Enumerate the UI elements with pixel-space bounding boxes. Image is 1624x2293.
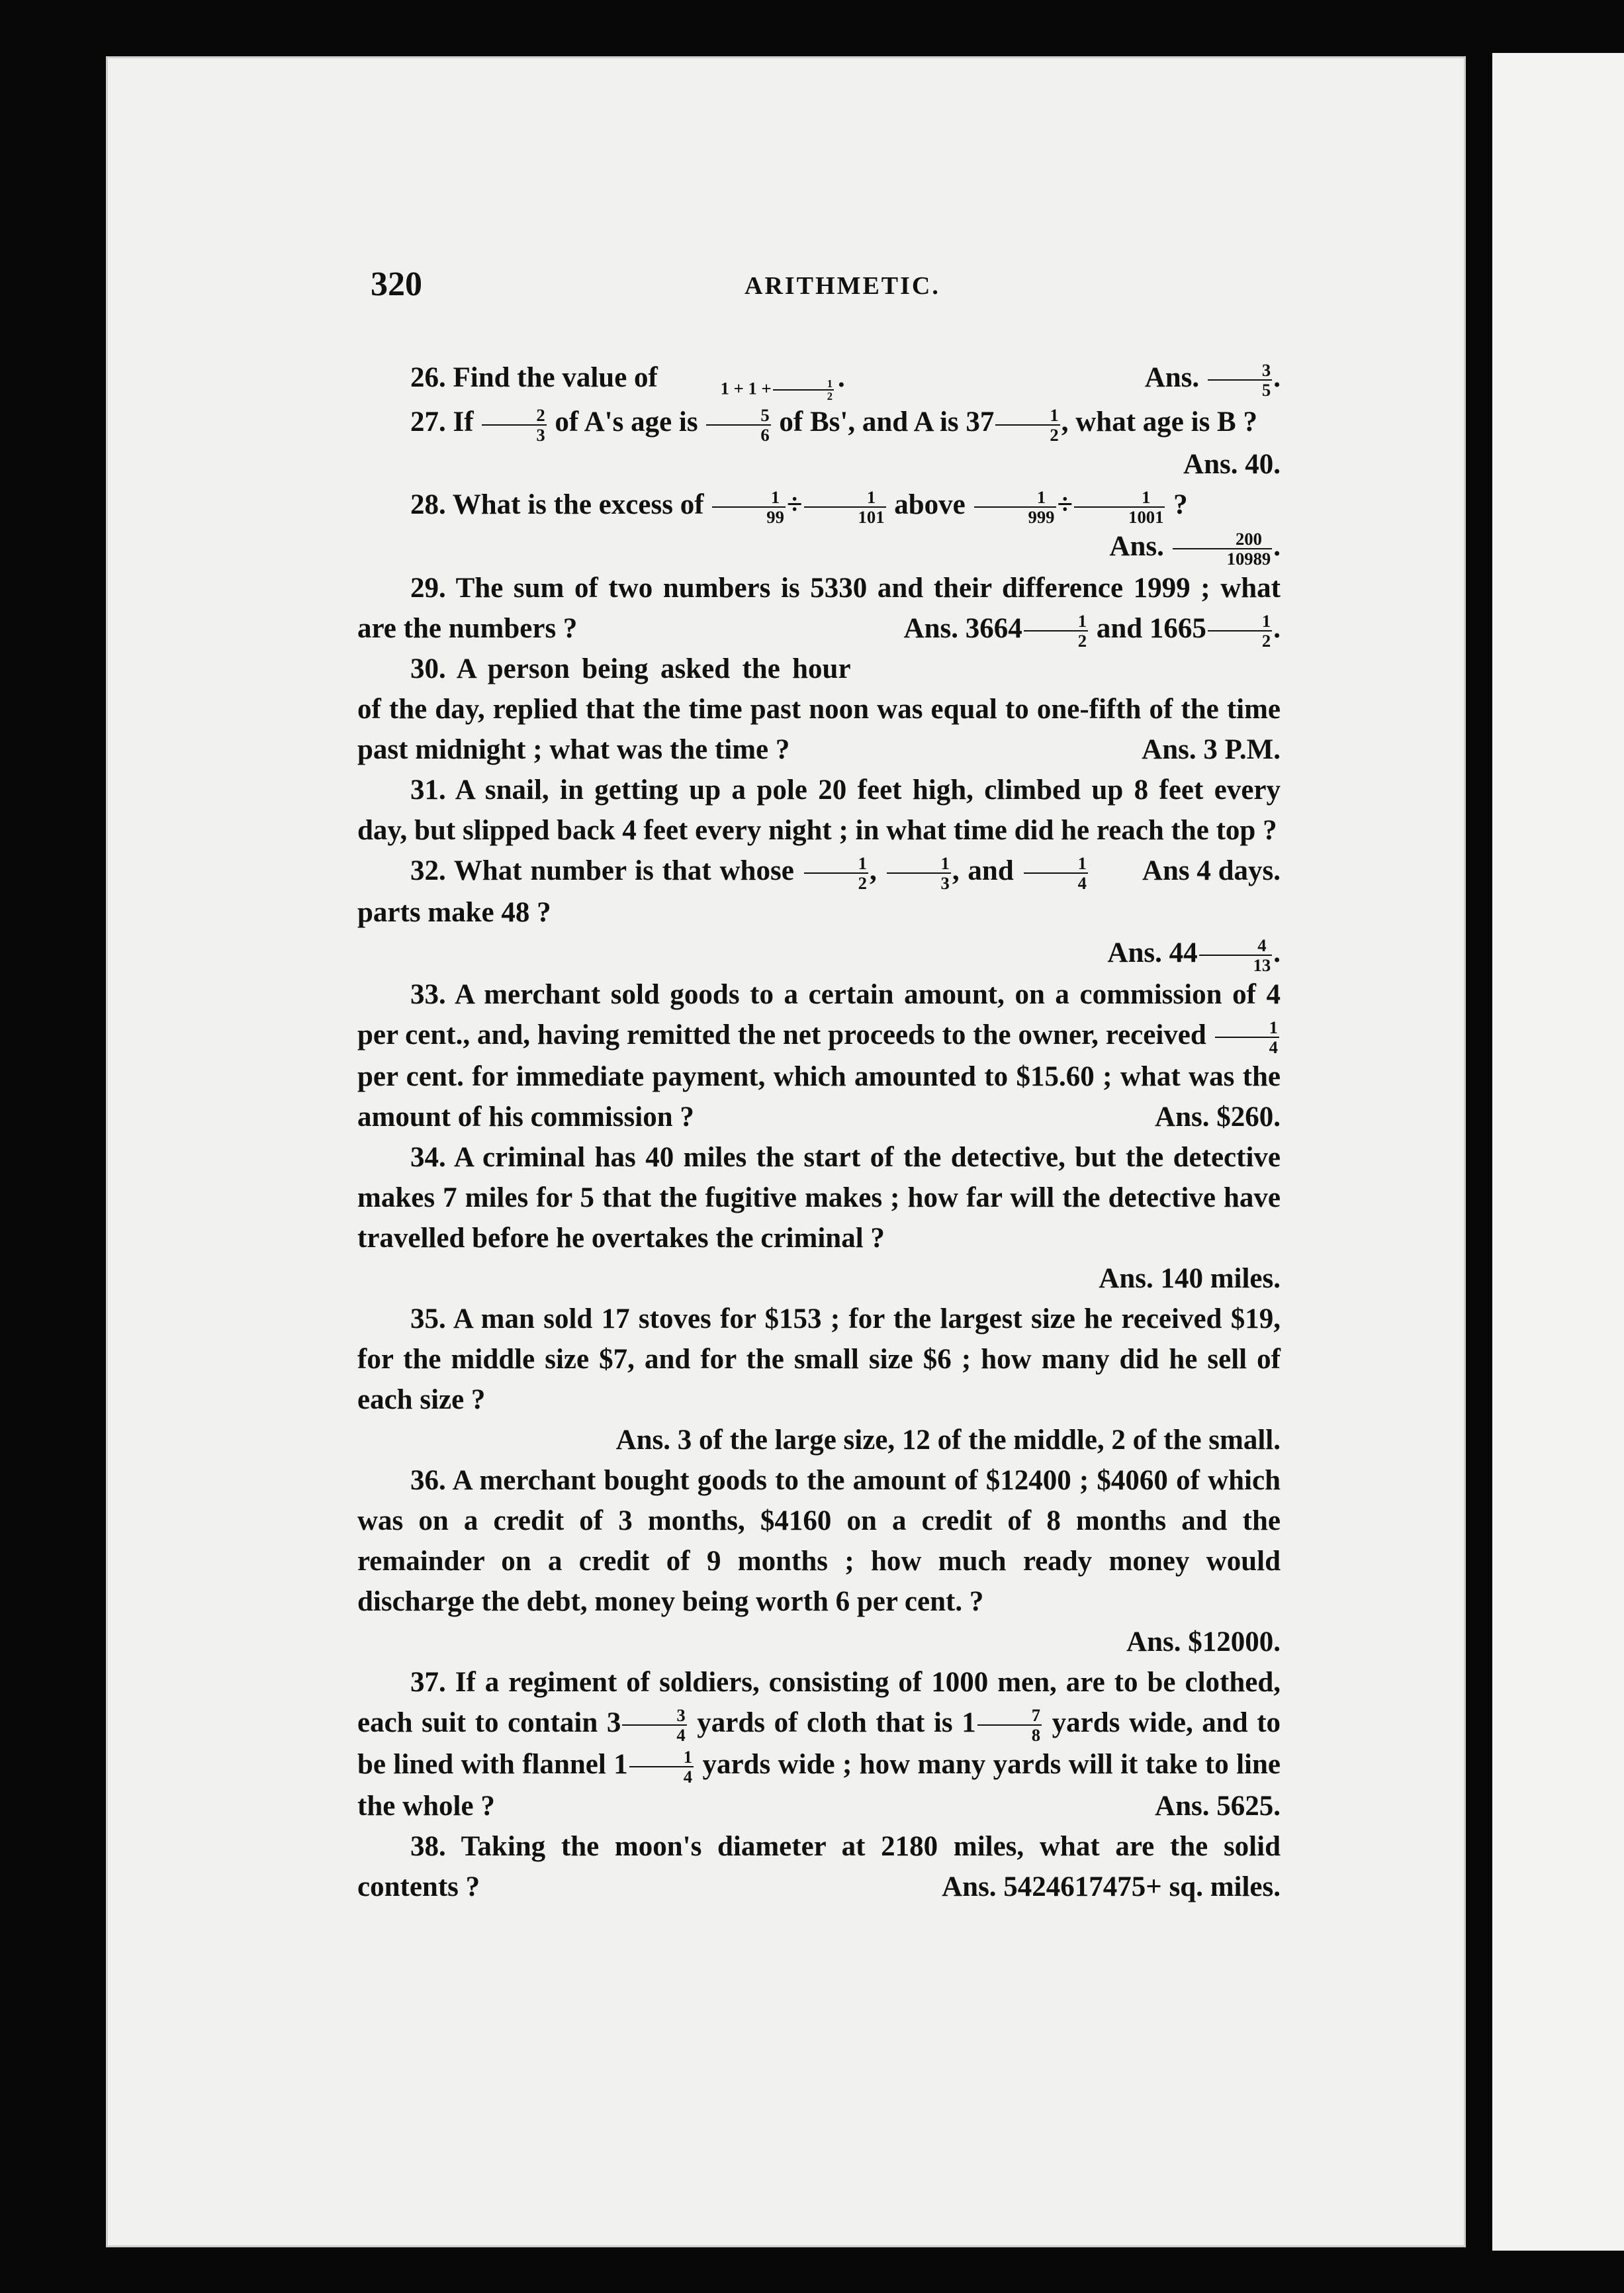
problem-list — [357, 357, 1281, 1907]
answer-32 — [357, 933, 1281, 974]
problem-number: 34. — [410, 1142, 446, 1174]
problem-text: If — [453, 406, 474, 438]
problem-text: A man sold 17 stoves for $153 ; for the largest size he received $19, for the middle size $7, and for the small size $6 ; how many did he sell of each size ? — [357, 1303, 1281, 1416]
fraction — [712, 488, 786, 526]
den: 4 — [676, 1725, 686, 1746]
problem-text: per cent. for immediate payment, which amounted to $15.60 ; what was the amount of his commission ? — [357, 1061, 1281, 1133]
den: 6 — [760, 424, 770, 445]
facing-page-edge — [1492, 53, 1624, 2251]
answer-den: 5 — [1261, 380, 1271, 400]
problem-text: what are the numbers ? — [357, 572, 1281, 644]
problem-26 — [357, 357, 1281, 402]
problem-text: of Bs', and A is 37 — [779, 406, 995, 438]
problem-number: 28. — [410, 489, 446, 520]
den: 2 — [858, 872, 867, 893]
problem-text: A merchant bought goods to the amount of $12400 ; $4060 of which was on a credit of 3 months, $4160 on a credit of 8 months and the remainder on a credit of 9 months ; how much ready money would discharge the debt, money being worth 6 per cent. ? — [357, 1465, 1281, 1618]
answer-text: and 1665 — [1089, 612, 1206, 644]
answer-26: Ans. $\frac{3}{5}$ . — [1144, 360, 1281, 400]
problem-text: A merchant sold goods to a certain amount, on a commission of 4 per cent., and, having remitted the net proceeds to the owner, received — [357, 979, 1281, 1051]
fraction — [622, 1706, 686, 1744]
answer-28: Ans. $\frac{200}{10989}$ . — [1109, 528, 1281, 569]
cf-num: 1 — [773, 378, 834, 391]
continued-fraction — [666, 358, 836, 402]
fraction — [706, 406, 770, 444]
num: 2 — [482, 406, 546, 426]
num: 7 — [977, 1706, 1042, 1726]
problem-number: 33. — [410, 979, 446, 1010]
fraction — [482, 406, 546, 444]
fraction — [974, 488, 1056, 526]
answer-text: Ans. 3664 — [903, 612, 1022, 644]
num: 1 — [1074, 488, 1165, 508]
problem-27 — [357, 402, 1281, 484]
punct: . — [1273, 937, 1281, 968]
fraction — [977, 1706, 1042, 1744]
problem-number: 36. — [410, 1465, 446, 1497]
punct: ? — [1173, 489, 1188, 520]
answer-29 — [851, 608, 1281, 650]
problem-text: , what age is B ? — [1061, 406, 1257, 438]
problem-number: 35. — [410, 1303, 446, 1335]
num: 3 — [622, 1706, 686, 1726]
num: 1 — [1208, 612, 1272, 632]
problem-text: Find the value of — [453, 362, 658, 393]
running-head: ARITHMETIC. — [744, 272, 940, 300]
num: 1 — [974, 488, 1056, 508]
cf-inner-term: 1 + — [748, 378, 772, 398]
answer-num: 200 — [1173, 530, 1273, 549]
problem-number: 38. — [410, 1831, 446, 1863]
problem-number: 29. — [410, 572, 446, 604]
answer-35: Ans. 3 of the large size, 12 of the middle, 2 of the small. — [615, 1425, 1281, 1456]
den: 999 — [1028, 506, 1055, 527]
answer-33: Ans. $260. — [1155, 1101, 1281, 1133]
problem-text: above — [894, 489, 966, 520]
problem-text: yards wide, and to be lined with flannel 1 — [357, 1707, 1281, 1781]
punct: . — [1273, 612, 1281, 644]
divide-sign: ÷ — [1057, 489, 1073, 520]
problem-text: Taking the moon's diameter at 2180 miles, what are the solid contents ? — [357, 1831, 1281, 1903]
answer-31: Ans 4 days. — [1142, 855, 1281, 886]
den: 3 — [940, 872, 950, 893]
problem-number: 31. — [410, 774, 446, 806]
problem-number: 32. — [410, 855, 446, 886]
problem-text: yards of cloth that is 1 — [697, 1707, 976, 1739]
fraction — [995, 406, 1060, 444]
num: 1 — [804, 488, 886, 508]
num: 4 — [1199, 936, 1273, 956]
den: 8 — [1031, 1725, 1041, 1746]
problem-28 — [357, 485, 1281, 568]
den: 4 — [1269, 1037, 1278, 1058]
den: 13 — [1253, 955, 1271, 976]
problem-number: 27. — [410, 406, 446, 438]
problem-text: If a regiment of soldiers, consisting of 1000 men, are to be clothed, each suit to contain 3 — [357, 1667, 1281, 1739]
problem-text: of A's age is — [555, 406, 698, 438]
num: 1 — [1215, 1018, 1279, 1038]
answer-36: Ans. $12000. — [1126, 1626, 1281, 1658]
problem-35 — [357, 1299, 1281, 1460]
problem-number: 30. — [410, 653, 446, 684]
fraction — [887, 854, 951, 892]
problem-37 — [357, 1662, 1281, 1826]
num: 1 — [712, 488, 786, 508]
problem-36 — [357, 1460, 1281, 1662]
fraction — [1215, 1018, 1279, 1056]
num: 1 — [1024, 854, 1088, 874]
den: 2 — [1261, 630, 1271, 651]
den: 2 — [1077, 630, 1087, 651]
problem-text: yards wide ; how many yards will it take to line the whole ? — [357, 1749, 1281, 1822]
num: 1 — [804, 854, 868, 874]
answer-30: Ans. 3 P.M. — [1142, 733, 1281, 765]
problem-30 — [357, 649, 1281, 770]
num: 1 — [995, 406, 1060, 426]
problem-29 — [357, 568, 1281, 649]
answer-num: 3 — [1208, 361, 1272, 381]
problem-text: A snail, in getting up a pole 20 feet high, climbed up 8 feet every day, but slipped back 4 feet every night ; in what time did he reach the top ? — [357, 774, 1281, 846]
problem-text: A person being asked the hour of the day, replied that the time past noon was equal to one-fifth of the time past midnight ; what was the time ? — [357, 653, 1281, 765]
problem-text: A criminal has 40 miles the start of the detective, but the detective makes 7 miles for 5 that the fugitive makes ; how far will the detective have travelled before he overtakes the criminal ? — [357, 1142, 1281, 1254]
problem-text: The sum of two numbers is 5330 and their difference 1999 ; — [455, 572, 1210, 604]
answer-37: Ans. 5625. — [1155, 1791, 1281, 1822]
problem-number: 26. — [410, 362, 446, 393]
page-number: 320 — [371, 265, 422, 303]
punct: . — [837, 362, 845, 393]
den: 99 — [766, 506, 784, 527]
num: 1 — [1024, 612, 1088, 632]
num: 5 — [706, 406, 770, 426]
answer-text: Ans. 44 — [1107, 937, 1198, 968]
den: 101 — [858, 506, 885, 527]
answer-27: Ans. 40. — [1183, 448, 1281, 480]
problem-text: What is the excess of — [452, 489, 704, 520]
answer-label: Ans. — [1109, 530, 1164, 562]
fraction — [804, 854, 868, 892]
den: 4 — [683, 1767, 693, 1787]
fraction — [1074, 488, 1165, 526]
punct: , — [869, 855, 877, 886]
den: 3 — [536, 424, 545, 445]
divide-sign: ÷ — [786, 489, 803, 520]
answer-38: Ans. 5424617475+ sq. miles. — [942, 1871, 1281, 1903]
problem-34 — [357, 1137, 1281, 1299]
cf-den: 2 — [827, 390, 833, 403]
problem-text: parts make 48 ? — [357, 896, 551, 928]
den: 1001 — [1128, 506, 1164, 527]
problem-text: What number is that whose — [453, 855, 794, 886]
problem-text: , and — [952, 855, 1014, 886]
num: 1 — [629, 1748, 694, 1767]
answer-label: Ans. — [1144, 362, 1200, 393]
den: 2 — [1050, 424, 1059, 445]
problem-33 — [357, 974, 1281, 1137]
fraction — [804, 488, 886, 526]
problem-number: 37. — [410, 1667, 446, 1699]
answer-den: 10989 — [1226, 548, 1271, 569]
fraction — [629, 1748, 694, 1786]
cf-term: 1 + — [720, 378, 744, 398]
num: 1 — [887, 854, 951, 874]
page-header — [371, 265, 1281, 311]
answer-34: Ans. 140 miles. — [1099, 1263, 1281, 1295]
problem-38 — [357, 1826, 1281, 1907]
den: 4 — [1077, 872, 1087, 893]
fraction — [1024, 854, 1088, 892]
